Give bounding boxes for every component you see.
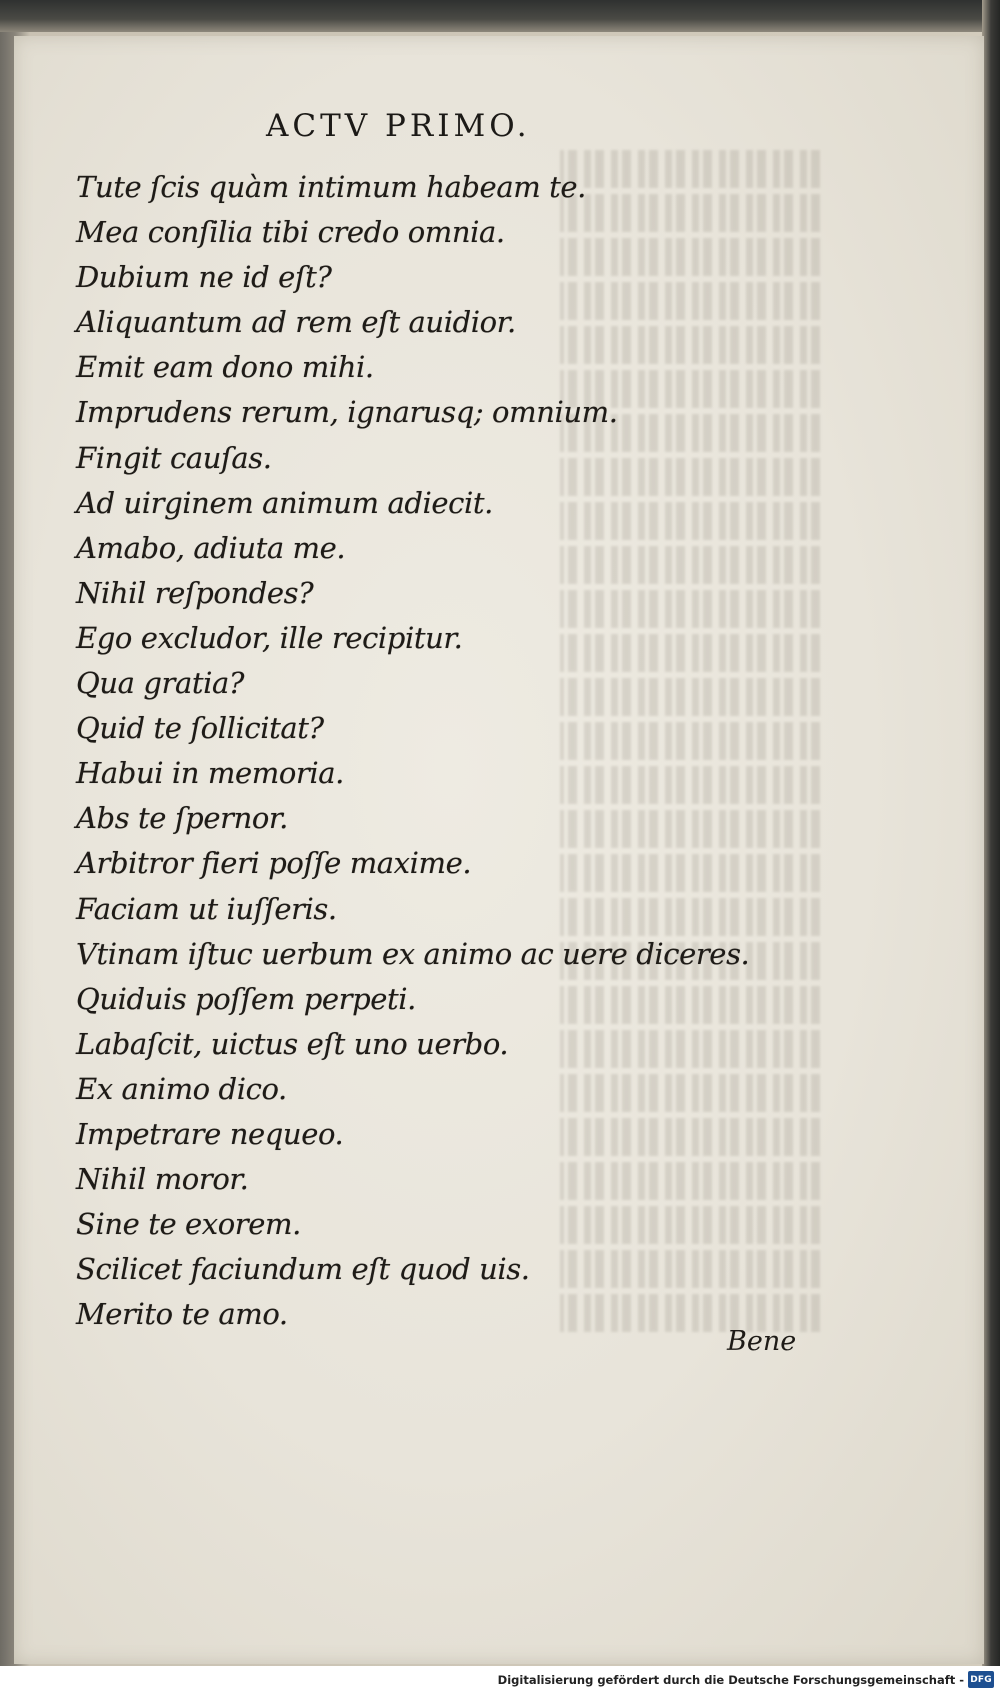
- text-line: Habui in memoria.: [76, 756, 344, 791]
- text-line: Nihil reſpondes?: [76, 575, 314, 610]
- text-line: Aliquantum ad rem eſt auidior.: [76, 305, 516, 340]
- text-line: Sine te exorem.: [76, 1207, 301, 1242]
- catchword: Bene: [727, 1326, 797, 1357]
- text-line: Amabo, adiuta me.: [76, 530, 346, 565]
- running-head: ACTV PRIMO.: [266, 108, 531, 144]
- text-line: Arbitror fieri poſſe maxime.: [76, 846, 472, 881]
- text-line: Nihil moror.: [76, 1162, 249, 1197]
- text-line: Merito te amo.: [76, 1297, 288, 1332]
- text-line: Mea conſilia tibi credo omnia.: [76, 215, 505, 250]
- text-line: Dubium ne id eſt?: [76, 260, 332, 295]
- book-right-edge: [982, 0, 1000, 1666]
- book-top-edge: [0, 0, 1000, 32]
- text-line: Imprudens rerum, ignarusq; omnium.: [76, 395, 618, 430]
- text-line: Fingit cauſas.: [76, 440, 272, 475]
- text-line: Emit eam dono mihi.: [76, 350, 374, 385]
- text-line: Scilicet faciundum eſt quod uis.: [76, 1252, 530, 1287]
- text-line: Qua gratia?: [76, 666, 245, 701]
- text-line: Quid te ſollicitat?: [76, 711, 324, 746]
- text-line: Abs te ſpernor.: [76, 801, 288, 836]
- text-line: Impetrare nequeo.: [76, 1116, 344, 1151]
- text-line: Vtinam iſtuc uerbum ex animo ac uere diceres.: [76, 936, 750, 971]
- text-line: Faciam ut iuſſeris.: [76, 891, 337, 926]
- text-line: Ego excludor, ille recipitur.: [76, 620, 463, 655]
- footer-bar: [0, 1666, 1000, 1695]
- text-lines: [76, 165, 749, 1337]
- text-line: Quiduis poſſem perpeti.: [76, 981, 416, 1016]
- text-line: Ex animo dico.: [76, 1071, 287, 1106]
- funding-credit: Digitalisierung gefördert durch die Deutsche Forschungsgemeinschaft -: [497, 1673, 964, 1687]
- text-line: Tute ſcis quàm intimum habeam te.: [76, 170, 586, 204]
- text-line: Ad uirginem animum adiecit.: [76, 485, 493, 520]
- text-line: Labaſcit, uictus eſt uno uerbo.: [76, 1026, 509, 1061]
- dfg-logo: DFG: [968, 1671, 994, 1688]
